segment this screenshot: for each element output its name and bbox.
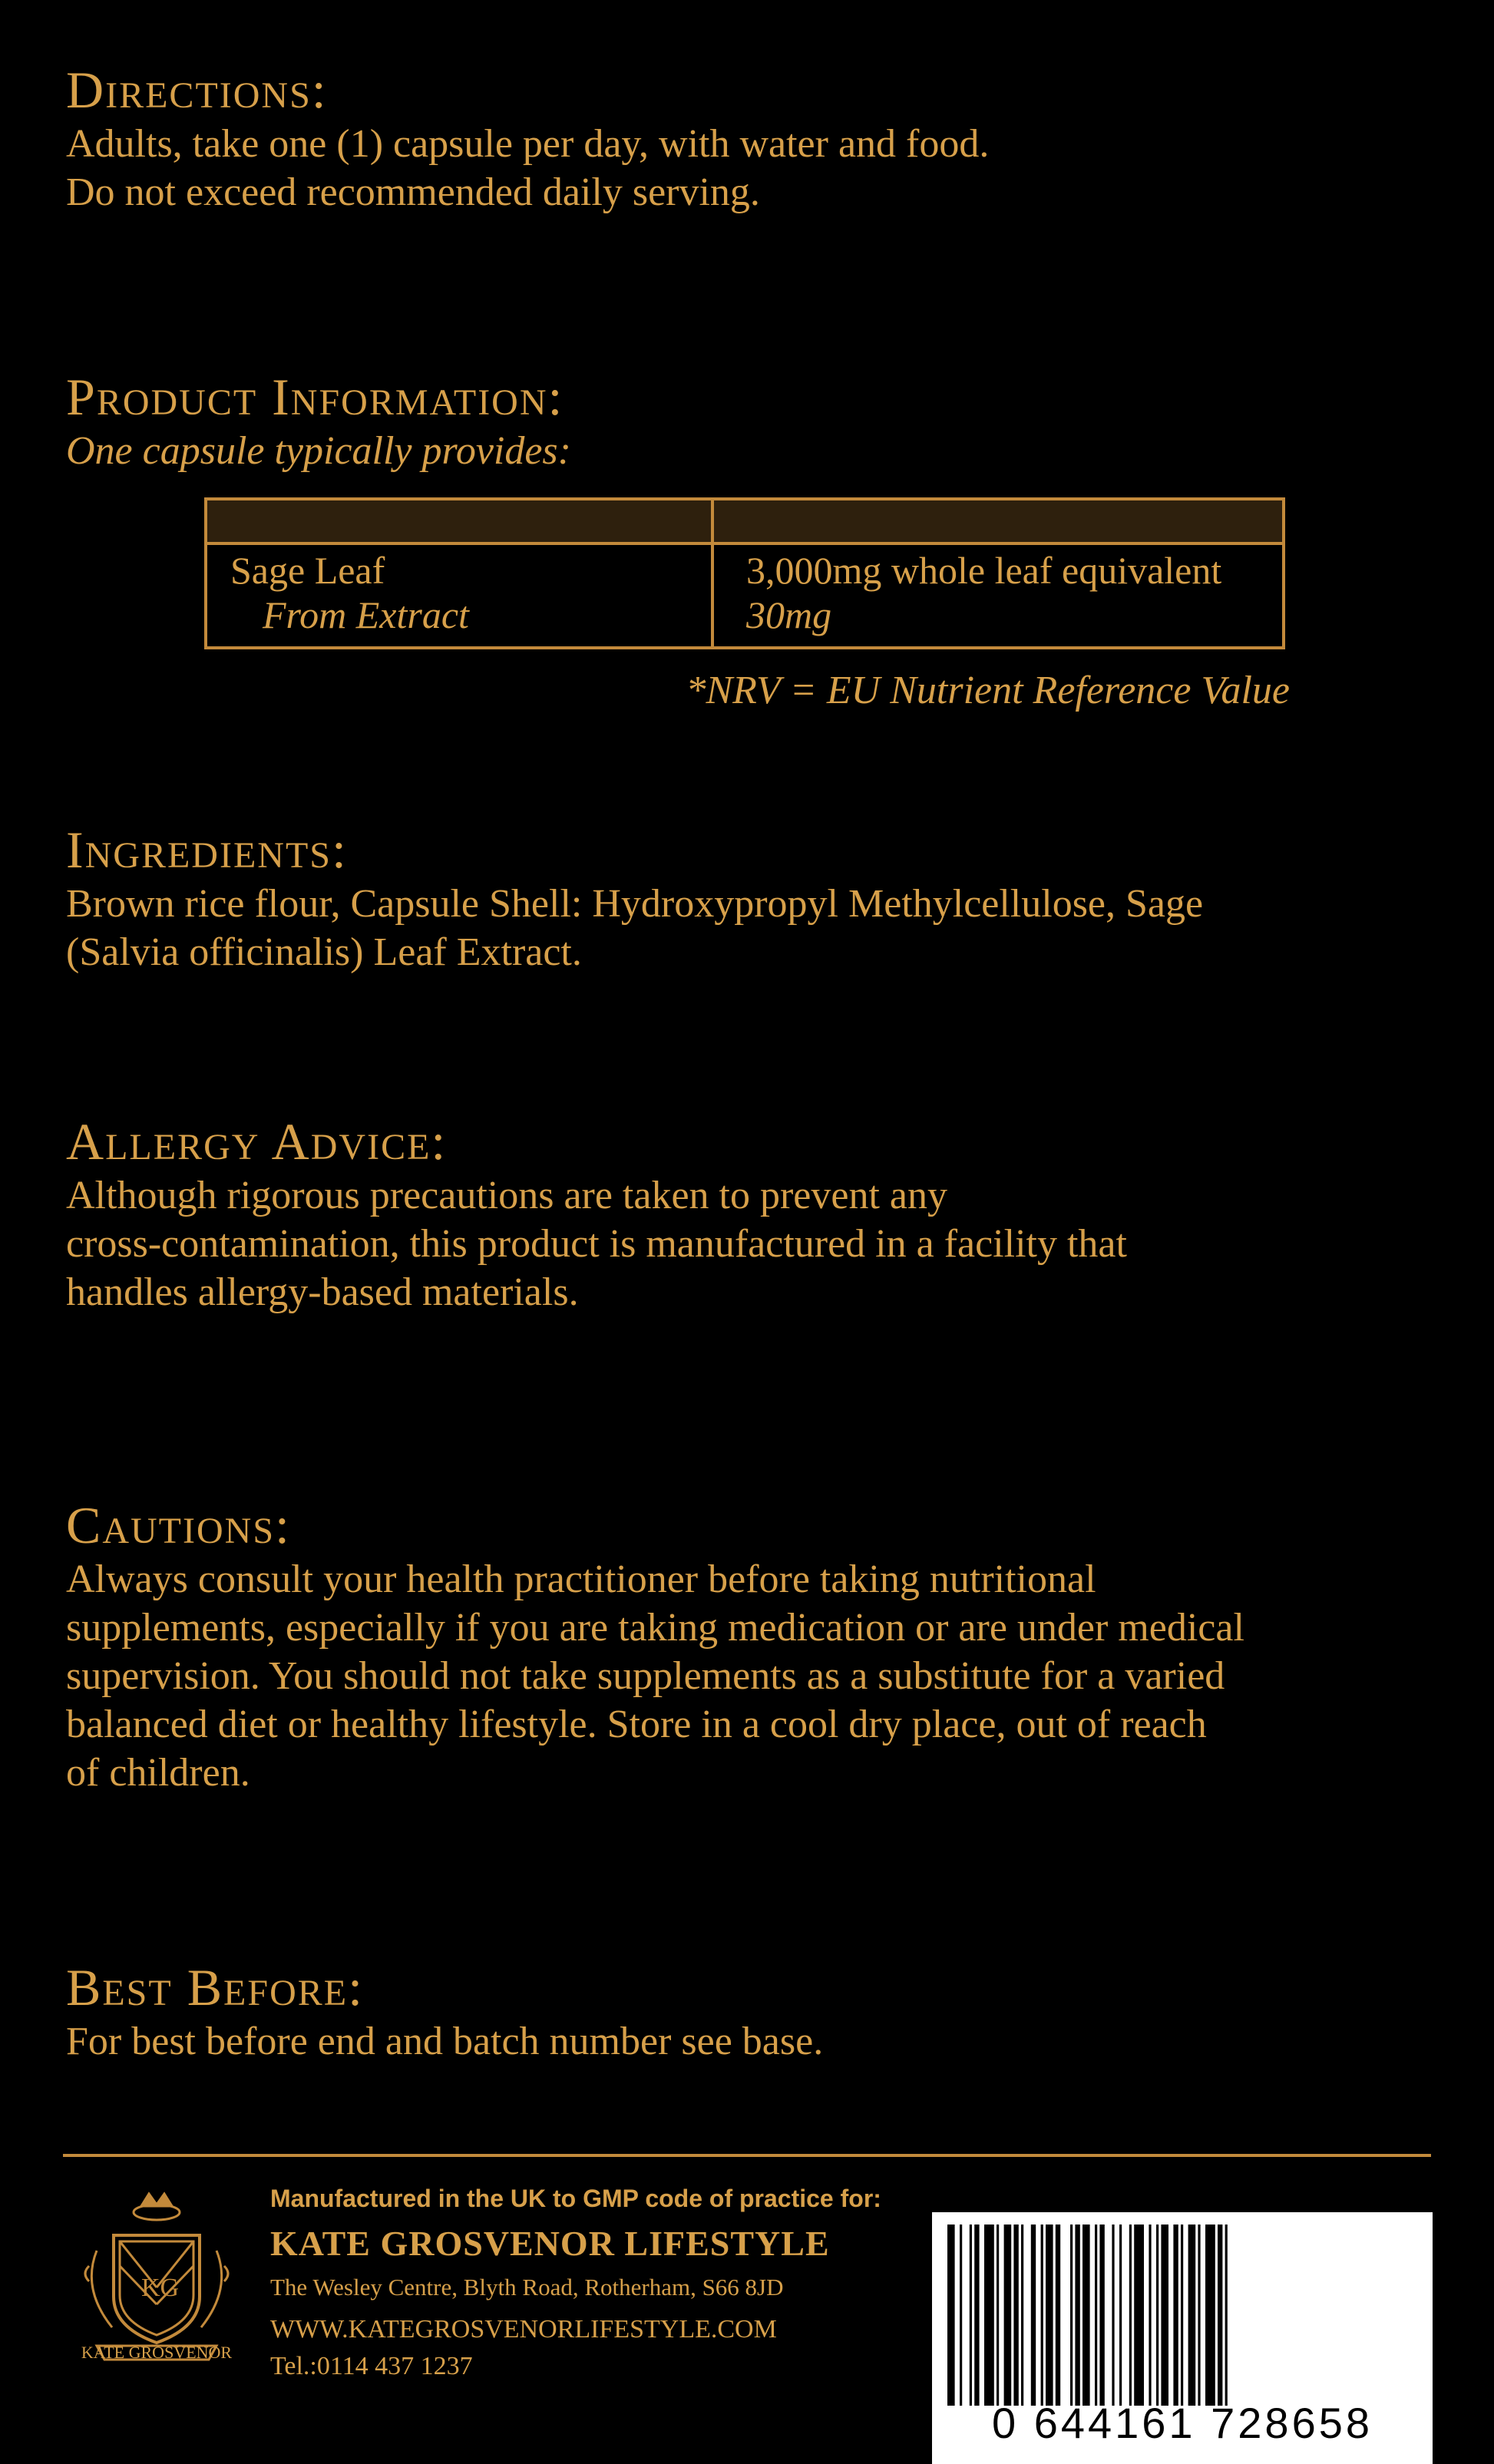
barcode-bar xyxy=(1134,2225,1144,2406)
barcode-bar xyxy=(960,2225,962,2406)
company-website: WWW.KATEGROSVENORLIFESTYLE.COM xyxy=(270,2315,777,2343)
company-address: The Wesley Centre, Blyth Road, Rotherham, S66 8JD xyxy=(270,2274,784,2301)
table-row-2-name: From Extract xyxy=(263,593,469,636)
barcode-bars xyxy=(947,2225,1417,2406)
best-before-text: For best before end and batch number see base. xyxy=(66,2020,824,2063)
barcode-bar xyxy=(1225,2225,1228,2406)
product-info-subheading: One capsule typically provides: xyxy=(66,429,571,473)
table-row-1-amount: 3,000mg whole leaf equivalent xyxy=(746,549,1222,592)
table-row-2-amount: 30mg xyxy=(746,593,832,636)
footer-divider xyxy=(63,2154,1431,2157)
best-before-heading: Best Before: xyxy=(66,1958,364,2016)
nrv-note: *NRV = EU Nutrient Reference Value xyxy=(686,669,1290,712)
allergy-line-3: handles allergy-based materials. xyxy=(66,1270,579,1314)
barcode-bar xyxy=(1112,2225,1114,2406)
barcode-bar xyxy=(984,2225,994,2406)
manufactured-text: Manufactured in the UK to GMP code of practice for: xyxy=(270,2185,881,2212)
company-name: KATE GROSVENOR LIFESTYLE xyxy=(270,2224,830,2263)
barcode-bar xyxy=(1004,2225,1012,2406)
barcode-bar xyxy=(1099,2225,1104,2406)
table-row-1-name: Sage Leaf xyxy=(230,549,385,592)
barcode-bar xyxy=(1031,2225,1036,2406)
directions-heading: Directions: xyxy=(66,61,328,119)
barcode-bar xyxy=(1188,2225,1196,2406)
nutrition-table xyxy=(204,497,1285,649)
barcode-bar xyxy=(1173,2225,1178,2406)
cautions-line-1: Always consult your health practitioner before taking nutritional xyxy=(66,1557,1096,1601)
barcode-bar xyxy=(1149,2225,1151,2406)
ingredients-section xyxy=(66,820,1433,976)
product-info-heading: Product Information: xyxy=(66,368,564,426)
product-info-section xyxy=(66,367,1433,475)
cautions-line-5: of children. xyxy=(66,1751,250,1795)
directions-line-1: Adults, take one (1) capsule per day, with water and food. xyxy=(66,122,990,166)
barcode xyxy=(932,2212,1433,2464)
directions-line-2: Do not exceed recommended daily serving. xyxy=(66,170,760,214)
logo-text: KATE GROSVENOR xyxy=(81,2343,233,2362)
cautions-line-2: supplements, especially if you are taking medication or are under medical xyxy=(66,1606,1244,1650)
barcode-bar xyxy=(1046,2225,1053,2406)
barcode-bar xyxy=(1181,2225,1183,2406)
barcode-bar xyxy=(1082,2225,1090,2406)
ingredients-heading: Ingredients: xyxy=(66,821,348,879)
barcode-bar xyxy=(997,2225,999,2406)
barcode-bar xyxy=(1218,2225,1222,2406)
barcode-bar xyxy=(1119,2225,1122,2406)
barcode-bar xyxy=(1095,2225,1097,2406)
ingredients-line-1: Brown rice flour, Capsule Shell: Hydroxypropyl Methylcellulose, Sage xyxy=(66,882,1204,926)
barcode-bar xyxy=(1021,2225,1023,2406)
barcode-bar xyxy=(1205,2225,1215,2406)
cautions-heading: Cautions: xyxy=(66,1496,291,1554)
cautions-line-3: supervision. You should not take supplements as a substitute for a varied xyxy=(66,1654,1225,1698)
logo-monogram: KG xyxy=(141,2274,180,2302)
ingredients-line-2: (Salvia officinalis) Leaf Extract. xyxy=(66,930,582,974)
barcode-bar xyxy=(1156,2225,1159,2406)
barcode-bar xyxy=(970,2225,972,2406)
allergy-line-2: cross-contamination, this product is manufactured in a facility that xyxy=(66,1222,1127,1266)
cautions-line-4: balanced diet or healthy lifestyle. Store in a cool dry place, out of reach xyxy=(66,1703,1207,1746)
barcode-bar xyxy=(1056,2225,1060,2406)
directions-section xyxy=(66,60,1433,216)
barcode-bar xyxy=(1075,2225,1079,2406)
allergy-heading: Allergy Advice: xyxy=(66,1112,448,1171)
barcode-bar xyxy=(1198,2225,1200,2406)
barcode-bar xyxy=(1129,2225,1132,2406)
barcode-bar xyxy=(947,2225,955,2406)
barcode-bar xyxy=(1070,2225,1073,2406)
cautions-section xyxy=(66,1495,1433,1797)
nutrition-table-header xyxy=(207,500,1282,545)
company-phone: Tel.:0114 437 1237 xyxy=(270,2352,473,2380)
best-before-section xyxy=(66,1957,1433,2066)
kate-grosvenor-logo xyxy=(66,2189,247,2373)
nutrition-table-divider xyxy=(711,500,714,646)
allergy-line-1: Although rigorous precautions are taken to prevent any xyxy=(66,1174,947,1217)
barcode-number: 0 644161 728658 xyxy=(992,2399,1373,2447)
barcode-bar xyxy=(1161,2225,1168,2406)
barcode-bar xyxy=(1041,2225,1043,2406)
allergy-section xyxy=(66,1111,1433,1316)
barcode-bar xyxy=(974,2225,979,2406)
barcode-bar xyxy=(1013,2225,1018,2406)
